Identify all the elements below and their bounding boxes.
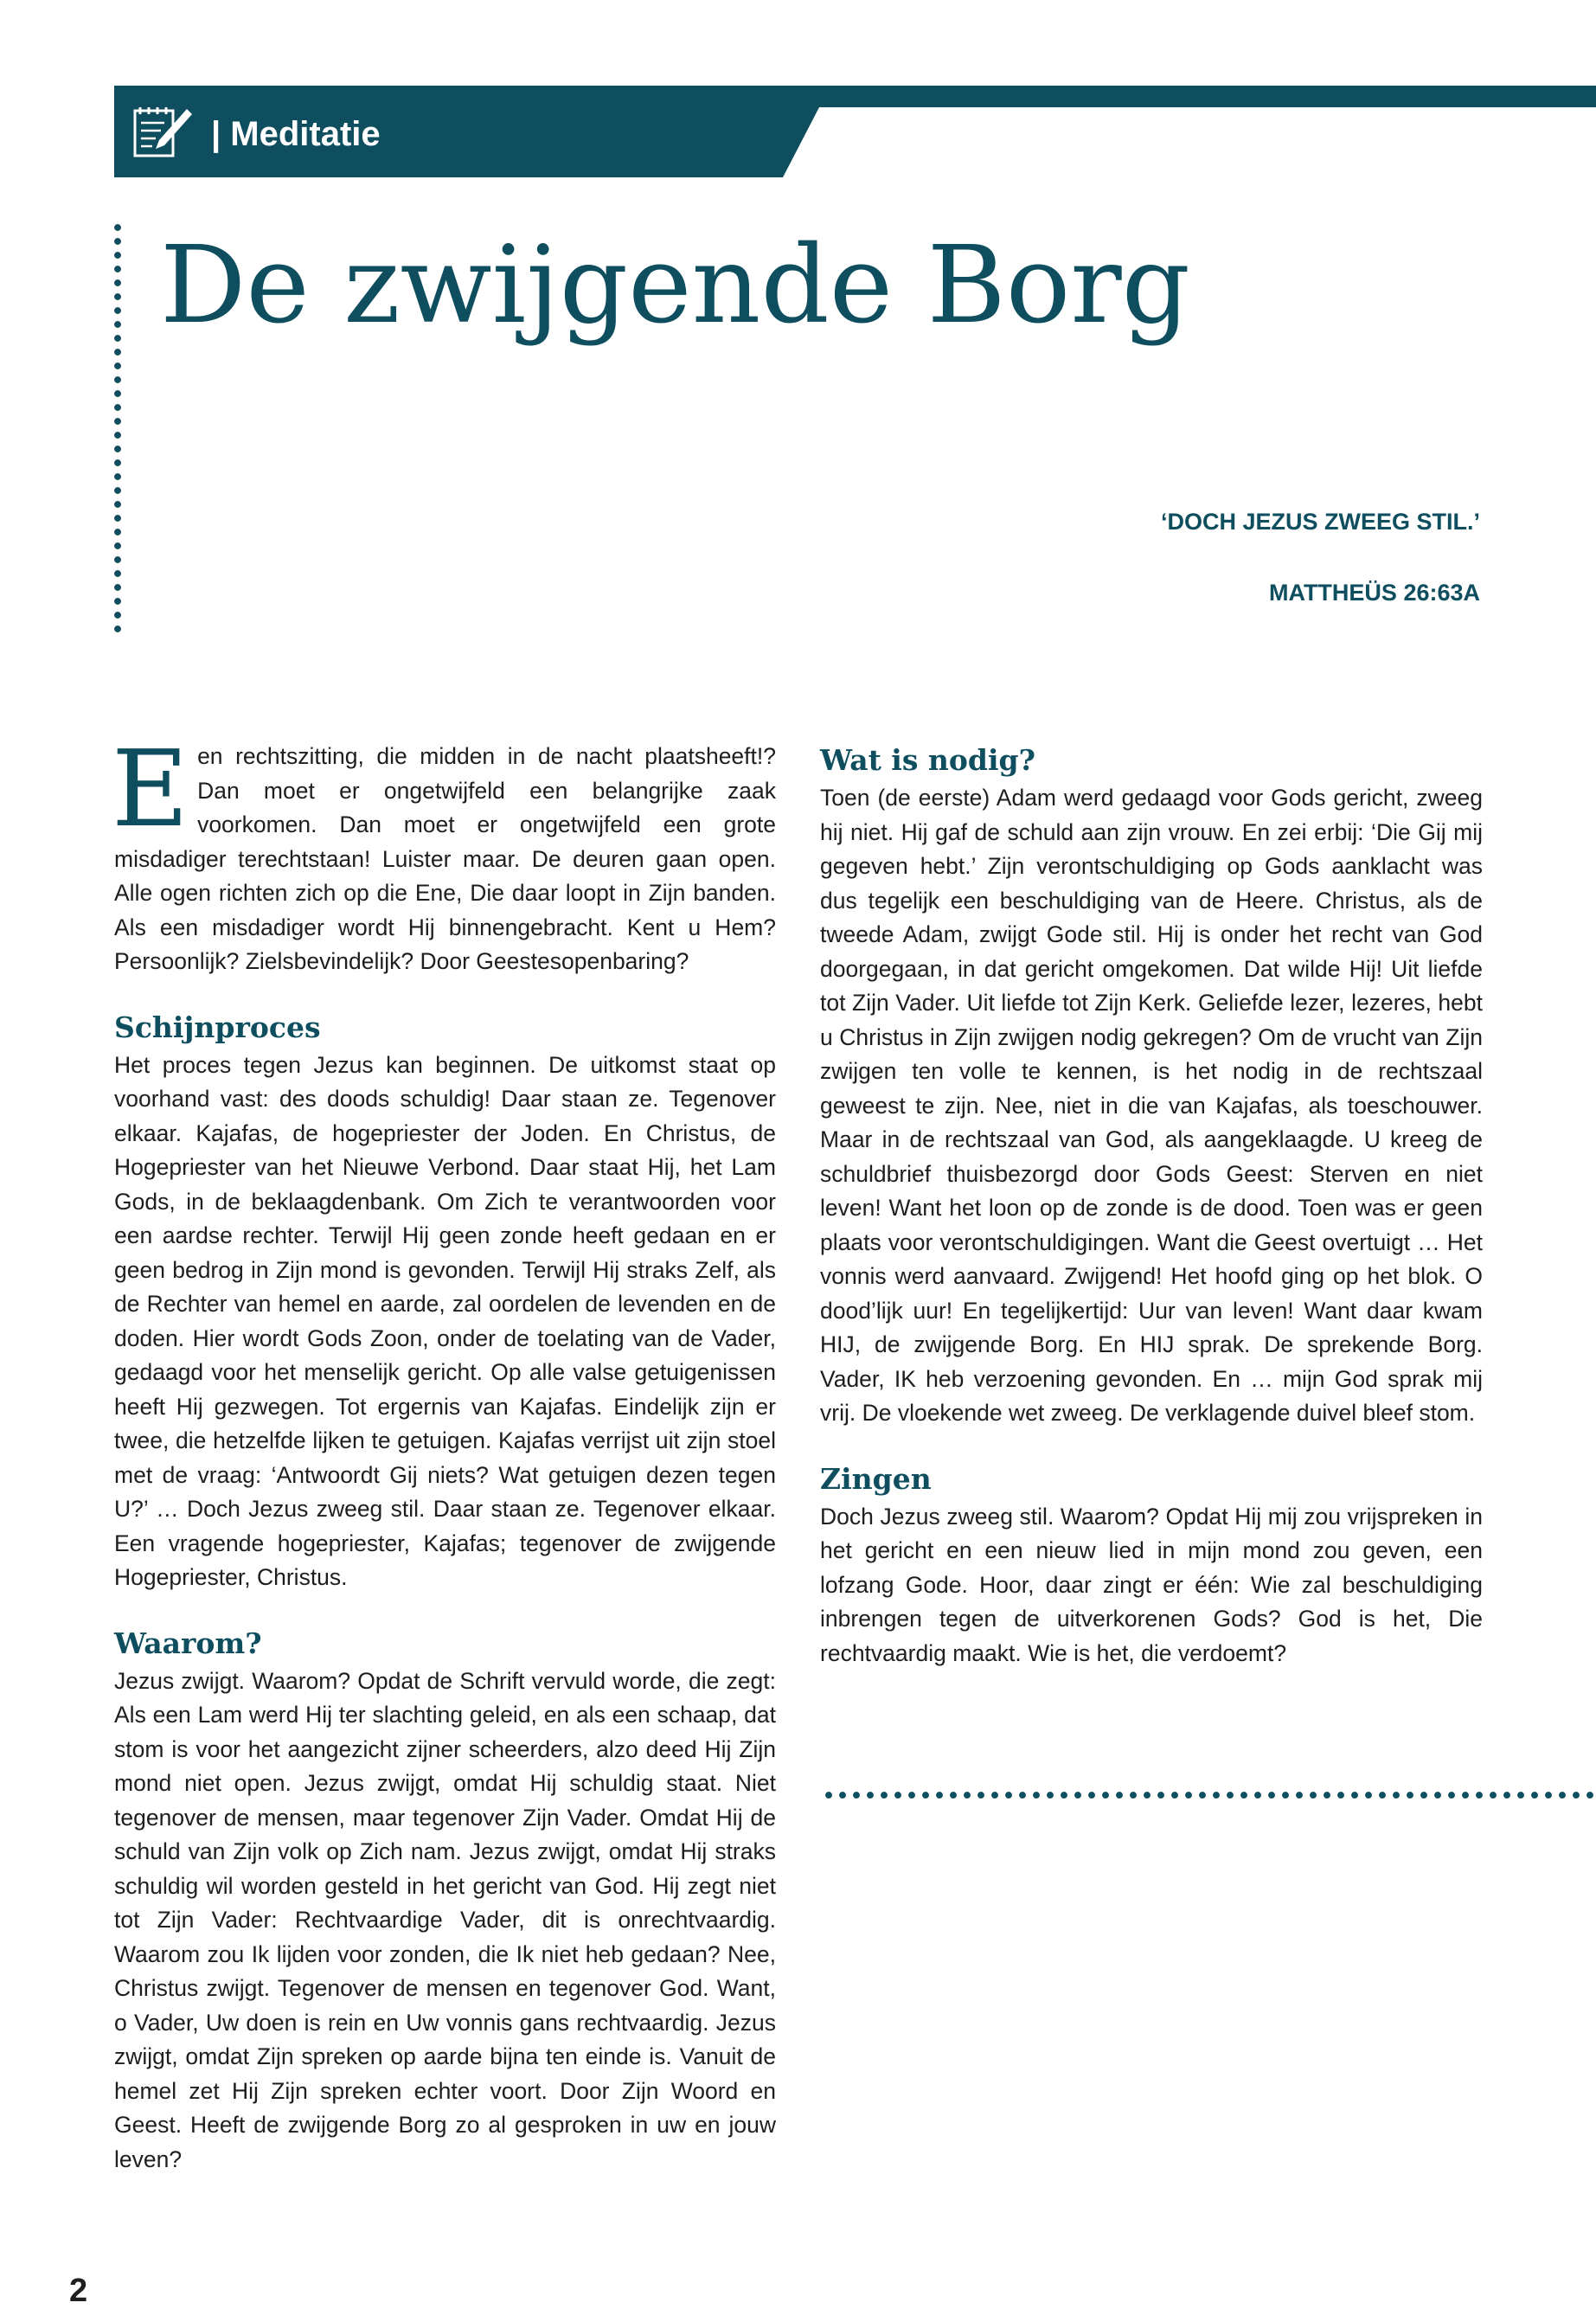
intro-text: en rechtszitting, die midden in de nacht plaatsheeft!? Dan moet er ongetwijfeld een belangrijke zaak voorkomen. Dan moet er ongetwijfeld een grote misdadiger terechtstaan! Luister maar. De deuren gaan open. Alle ogen richten zich op die Ene, Die daar loopt in Zijn banden. Als een misdadiger wordt Hij binnengebracht. Kent u Hem? Persoonlijk? Zielsbevindelijk? Door Geestesopenbaring?: [114, 743, 776, 974]
section-heading-waarom: Waarom?: [114, 1626, 262, 1660]
article-column-left: [112, 728, 776, 2177]
page-title: De zwijgende Borg: [160, 223, 1191, 348]
article-column-right: [820, 740, 1483, 1671]
section-body-schijnproces: Het proces tegen Jezus kan beginnen. De uitkomst staat op voorhand vast: des doods schuldig! Daar staan ze. Tegenover elkaar. Kajafas, de hogepriester der Joden. En Christus, de Hogepriester van het Nieuwe Verbond. Daar staat Hij, het Lam Gods, in de beklaagdenbank. Om Zich te verantwoorden voor een aardse rechter. Terwijl Hij geen zonde heeft gedaan en er geen bedrog in Zijn mond is gevonden. Terwijl Hij straks Zelf, als de Rechter van hemel en aarde, zal oordelen de levenden en de doden. Hier wordt Gods Zoon, onder de toelating van de Vader, gedaagd voor het menselijk gericht. Op alle valse getuigenissen heeft Hij gezwegen. Tot ergernis van Kajafas. Eindelijk zijn er twee, die hetzelfde lijken te getuigen. Kajafas verrijst uit zijn stoel met de vraag: ‘Antwoordt Gij niets? Wat getuigen dezen tegen U?’ … Doch Jezus zweeg stil. Daar staan ze. Tegenover elkaar. Een vragende hogepriester, Kajafas; tegenover de zwijgende Hogepriester, Christus.: [114, 1051, 776, 1590]
bible-reference: MATTHEÜS 26:63A: [1268, 580, 1480, 606]
page-number: 2: [69, 2273, 88, 2309]
dotted-divider-vertical: [113, 221, 122, 636]
intro-paragraph: [112, 728, 776, 979]
bible-quote: ‘DOCH JEZUS ZWEEG STIL.’: [1160, 509, 1480, 535]
dotted-divider-horizontal: [822, 1790, 1596, 1800]
banner-cutout: [819, 107, 1596, 177]
section-body-wat-is-nodig: Toen (de eerste) Adam werd gedaagd voor Gods gericht, zweeg hij niet. Hij gaf de schuld aan zijn vrouw. En zei erbij: ‘Die Gij mij gegeven hebt.’ Zijn verontschuldiging op Gods aanklacht was dus tegelijk een beschuldiging van de Heere. Christus, als de tweede Adam, zwijgt Gode stil. Hij is onder het recht van God doorgegaan, in dat gericht omgekomen. Dat wilde Hij! Uit liefde tot Zijn Vader. Uit liefde tot Zijn Kerk. Geliefde lezer, lezeres, hebt u Christus in Zijn zwijgen nodig gekregen? Om de vrucht van Zijn zwijgen ten volle te kennen, is het nodig in de rechtszaal geweest te zijn. Nee, niet in die van Kajafas, als toeschouwer. Maar in de rechtszaal van God, als aangeklaagde. U kreeg de schuldbrief thuisbezorgd door Gods Geest: Sterven en niet leven! Want het loon op de zonde is de dood. Toen was er geen plaats voor verontschuldigingen. Want die Geest overtuigt … Het vonnis werd aanvaard. Zwijgend! Het hoofd ging op het blok. O dood’lijk uur! En tegelijkertijd: Uur van leven! Want daar kwam HIJ, de zwijgende Borg. En HIJ sprak. De sprekende Borg. Vader, IK heb verzoening gevonden. En … mijn God sprak mij vrij. De vloekende wet zweeg. De verklagende duivel bleef stom.: [820, 785, 1483, 1426]
section-heading-schijnproces: Schijnproces: [114, 1010, 321, 1044]
section-heading-zingen: Zingen: [820, 1461, 932, 1496]
drop-cap: E: [112, 728, 189, 850]
notepad-pen-icon: [130, 102, 194, 163]
section-body-zingen: Doch Jezus zweeg stil. Waarom? Opdat Hij mij zou vrijspreken in het gericht en een nieuw lied in mijn mond zou geven, een lofzang Gode. Hoor, daar zingt er één: Wie zal beschuldiging inbrengen tegen de uitverkorenen Gods? God is het, Die rechtvaardig maakt. Wie is het, die verdoemt?: [820, 1503, 1483, 1666]
section-label: | Meditatie: [211, 115, 381, 153]
banner-diagonal-edge: [783, 107, 819, 177]
section-body-waarom: Jezus zwijgt. Waarom? Opdat de Schrift vervuld worde, die zegt: Als een Lam werd Hij ter slachting geleid, en als een schaap, dat stom is voor het aangezicht zijner scheerders, alzo deed Hij Zijn mond niet open. Jezus zwijgt, omdat Hij schuldig staat. Niet tegenover de mensen, maar tegenover Zijn Vader. Omdat Hij de schuld van Zijn volk op Zich nam. Jezus zwijgt, omdat Hij straks schuldig wil worden gesteld in het gericht van God. Hij zegt niet tot Zijn Vader: Rechtvaardige Vader, dit is onrechtvaardig. Waarom zou Ik lijden voor zonden, die Ik niet heb gedaan? Nee, Christus zwijgt. Tegenover de mensen en tegenover God. Want, o Vader, Uw doen is rein en Uw vonnis gans rechtvaardig. Jezus zwijgt, omdat Zijn spreken op aarde bijna ten einde is. Vanuit de hemel zet Hij Zijn spreken echter voort. Door Zijn Woord en Geest. Heeft de zwijgende Borg zo al gesproken in uw en jouw leven?: [114, 1667, 776, 2172]
section-heading-wat-is-nodig: Wat is nodig?: [820, 743, 1035, 777]
